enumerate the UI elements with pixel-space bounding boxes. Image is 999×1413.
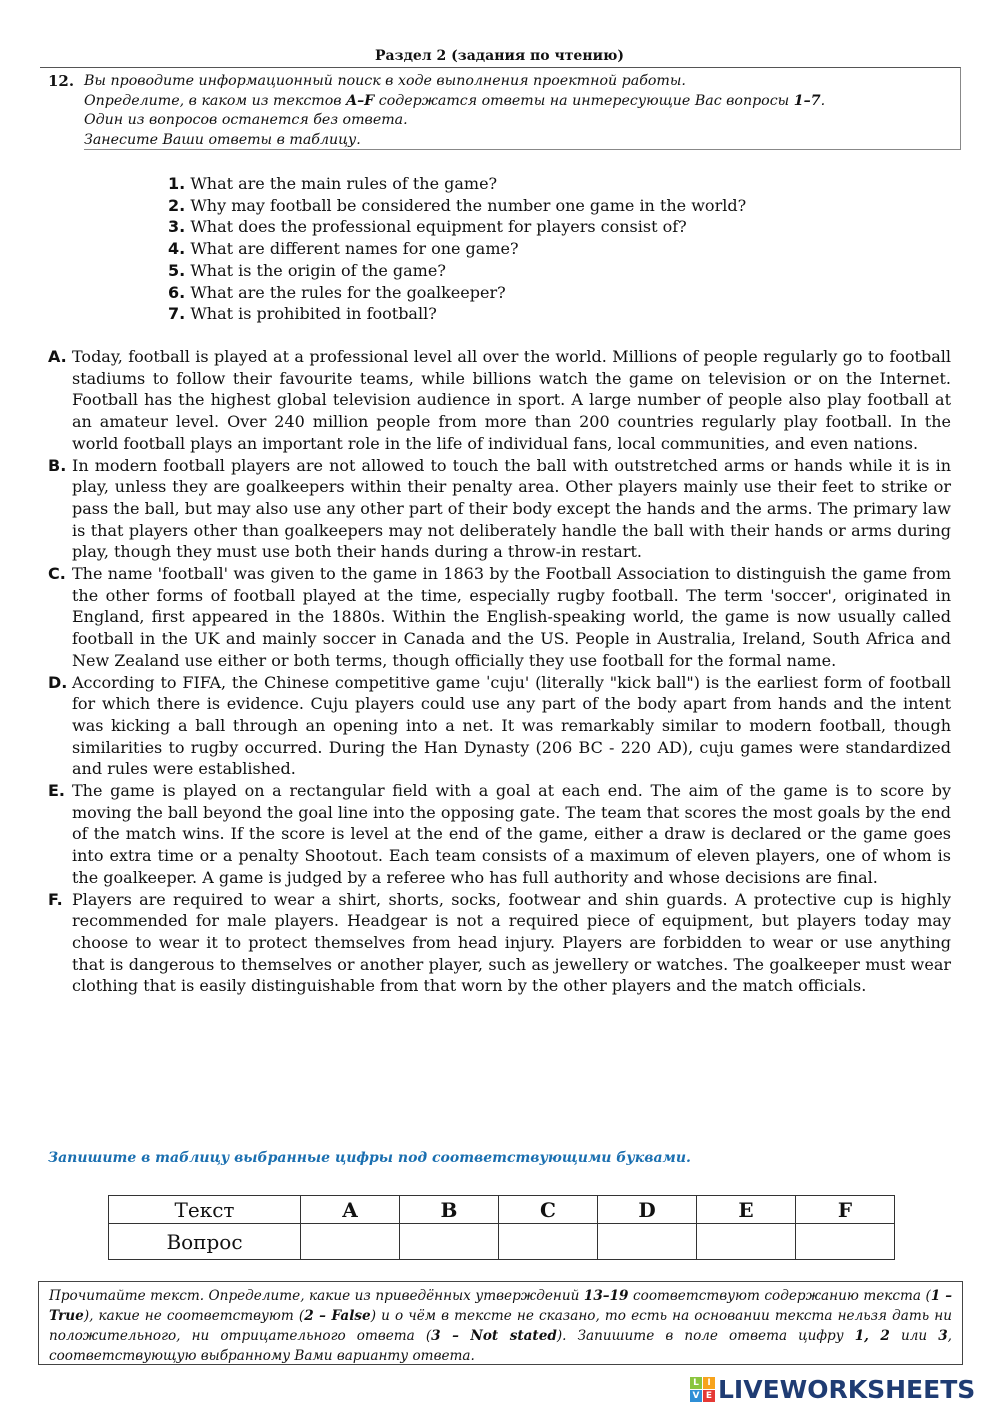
live-squares-icon: L I V E (690, 1377, 715, 1402)
text-c: C. The name 'football' was given to the game in 1863 by the Football Association to distinguish the game from the other forms of football played at the time, especially rugby football. The term 'soccer', originated in England, first appeared in the 1880s. Within the English-speaking world, the game is now usually called football in the UK and mainly soccer in Canada and the US. People in Australia, Ireland, South Africa and New Zealand use either or both terms, though officially they use football for the formal name. (48, 564, 951, 670)
row-label-text: Текст (109, 1196, 301, 1224)
answer-input-c[interactable] (499, 1224, 598, 1260)
liveworksheets-logo (690, 1373, 975, 1405)
task-instructions (84, 72, 825, 150)
reading-texts (48, 346, 951, 997)
row-label-question: Вопрос (109, 1224, 301, 1260)
logo-text: LIVEWORKSHEETS (718, 1374, 976, 1404)
task-line-2: Определите, в каком из текстов A–F содержатся ответы на интересующие Вас вопросы 1–7. (84, 92, 826, 109)
question-item: 4. What are different names for one game? (168, 239, 519, 259)
question-item: 1. What are the main rules of the game? (168, 174, 498, 193)
task-line-1: Вы проводите информационный поиск в ходе выполнения проектной работы. (84, 73, 686, 89)
task-line-3: Один из вопросов останется без ответа. (84, 112, 408, 128)
column-d: D (598, 1196, 697, 1224)
text-e: E. The game is played on a rectangular field with a goal at each end. The aim of the game is to score by moving the ball beyond the goal line into the opposing gate. The team that scores the most goals by the end of the match wins. If the score is level at the end of the game, either a draw is declared or the game goes into extra time or a penalty Shootout. Each team consists of a maximum of eleven players, one of whom is the goalkeeper. A game is judged by a referee who has full authority and whose decisions are final. (48, 781, 951, 887)
answer-table (108, 1195, 895, 1260)
task-instructions-box (40, 67, 961, 150)
answer-input-d[interactable] (598, 1224, 697, 1260)
header-row (109, 1196, 895, 1224)
table-instruction: Запишите в таблицу выбранные цифры под соответствующими буквами. (48, 1150, 691, 1166)
column-f: F (796, 1196, 895, 1224)
text-d: D. According to FIFA, the Chinese competitive game ˈcuju' (literally "kick ball") is the earliest form of football for which there is evidence. Cuju players could use any part of the body apart from hands and the intent was kicking a ball through an opening into a net. It was remarkably similar to modern football, though similarities to rugby occurred. During the Han Dynasty (206 BC - 220 AD), cuju games were standardized and rules were established. (48, 672, 951, 779)
answer-row (109, 1224, 895, 1260)
section-title: Раздел 2 (задания по чтению) (375, 48, 624, 64)
question-item: 3. What does the professional equipment for players consist of? (168, 217, 687, 237)
column-e: E (697, 1196, 796, 1224)
answer-input-f[interactable] (796, 1224, 895, 1260)
question-item: 6. What are the rules for the goalkeeper? (168, 282, 506, 302)
true-false-instructions: Прочитайте текст. Определите, какие из приведённых утверждений 13–19 соответствуют содержанию текста (1 – True), какие не соответствуют (2 – False) и о чём в тексте не сказано, то есть на основании текста нельзя дать ни положительного, ни отрицательного ответа (3 – Not stated). Запишите в поле ответа цифру 1, 2 или 3, соответствующую выбранному Вами варианту ответа. (38, 1281, 963, 1365)
column-b: B (400, 1196, 499, 1224)
column-c: C (499, 1196, 598, 1224)
text-f: F. Players are required to wear a shirt, shorts, socks, footwear and shin guards. A protective cup is highly recommended for male players. Headgear is not a required piece of equipment, but players today may choose to wear it to protect themselves from head injury. Players are forbidden to wear or use anything that is dangerous to themselves or another player, such as jewellery or watches. The goalkeeper must wear clothing that is easily distinguishable from that worn by the other players and the match officials. (48, 889, 951, 996)
column-a: A (301, 1196, 400, 1224)
answer-input-b[interactable] (400, 1224, 499, 1260)
answer-input-e[interactable] (697, 1224, 796, 1260)
question-item: 5. What is the origin of the game? (168, 260, 446, 280)
text-a: A. Today, football is played at a professional level all over the world. Millions of people regularly go to football stadiums to follow their favourite teams, while billions watch the game on television or on the Internet. Football has the highest global television audience in sport. A large number of people also play football at an amateur level. Over 240 million people from more than 200 countries regularly play football. In the world football plays an important role in the life of individual fans, local communities, and even nations. (48, 347, 951, 453)
questions-list (168, 173, 746, 325)
text-b: B. In modern football players are not allowed to touch the ball with outstretched arms or hands while it is in play, unless they are goalkeepers within their penalty area. Other players mainly use their feet to strike or pass the ball, but may also use any other part of their body except the hands and the arms. The primary law is that players other than goalkeepers may not deliberately handle the ball with their hands or arms during play, though they must use both their hands during a throw-in restart. (48, 455, 951, 562)
question-item: 7. What is prohibited in football? (168, 304, 437, 324)
task-number: 12. (48, 72, 75, 90)
answer-input-a[interactable] (301, 1224, 400, 1260)
question-item: 2. Why may football be considered the number one game in the world? (168, 195, 747, 215)
task-line-4: Занесите Ваши ответы в таблицу. (84, 131, 361, 148)
